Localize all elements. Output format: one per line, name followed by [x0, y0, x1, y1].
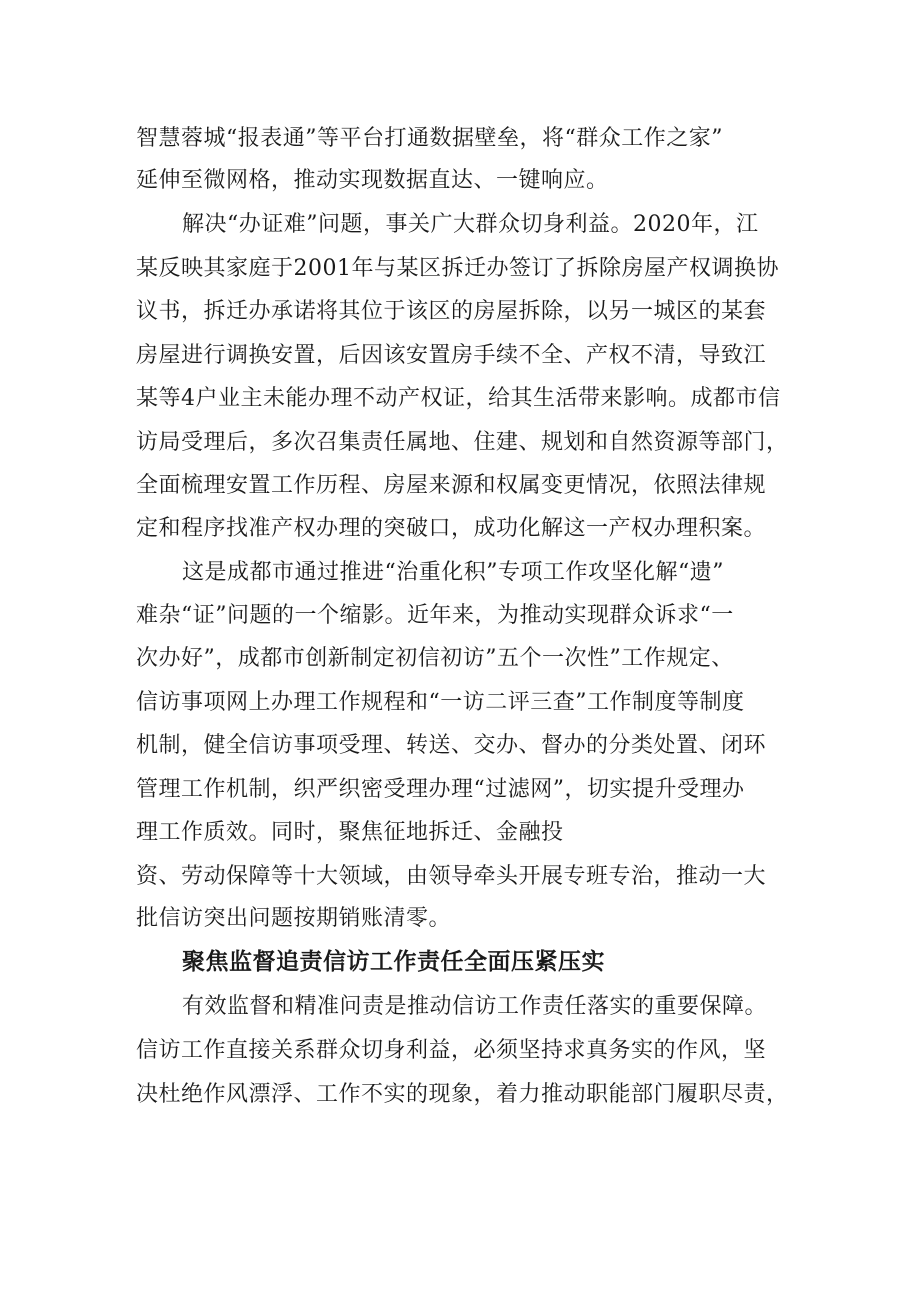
section-heading: 聚焦监督追责信访工作责任全面压紧压实 — [182, 949, 605, 975]
paragraph-2-line-7: 全面梳理安置工作历程、房屋来源和权属变更情况，依照法律规 — [136, 473, 767, 498]
paragraph-2-line-4: 房屋进行调换安置，后因该安置房手续不全、产权不清，导致江 — [136, 343, 767, 368]
paragraph-1-line-1: 智慧蓉城“报表通”等平台打通数据壁垒，将“群众工作之家” — [136, 126, 723, 151]
paragraph-2-line-8: 定和程序找准产权办理的突破口，成功化解这一产权办理积案。 — [136, 516, 767, 541]
paragraph-2-line-2: 某反映其家庭于2001年与某区拆迁办签订了拆除房屋产权调换协 — [136, 256, 779, 281]
paragraph-3-line-3: 次办好”，成都市创新制定初信初访”五个一次性”工作规定、 — [136, 646, 734, 671]
paragraph-3-line-8: 资、劳动保障等十大领域，由领导牵头开展专班专治，推动一大 — [136, 864, 767, 889]
paragraph-1-line-2: 延伸至微网格，推动实现数据直达、一键响应。 — [136, 168, 609, 193]
paragraph-4-line-3: 决杜绝作风漂浮、工作不实的现象，着力推动职能部门履职尽责， — [136, 1082, 789, 1107]
paragraph-3-line-9: 批信访突出问题按期销账清零。 — [136, 906, 452, 931]
paragraph-3-line-5: 机制，健全信访事项受理、转送、交办、督办的分类处置、闭环 — [136, 733, 767, 758]
paragraph-2-line-1: 解决“办证难”问题，事关广大群众切身利益。2020年，江 — [182, 212, 759, 237]
paragraph-3-line-1: 这是成都市通过推进“治重化积”专项工作攻坚化解“遗” — [182, 560, 724, 585]
paragraph-3-line-4: 信访事项网上办理工作规程和“一访二评三查”工作制度等制度 — [136, 690, 745, 715]
paragraph-2-line-6: 访局受理后，多次召集责任属地、住建、规划和自然资源等部门， — [136, 430, 789, 455]
paragraph-3-line-2: 难杂“证”问题的一个缩影。近年来，为推动实现群众诉求“一 — [136, 603, 734, 628]
paragraph-3-line-7: 理工作质效。同时，聚焦征地拆迁、金融投 — [136, 820, 564, 845]
paragraph-4-line-1: 有效监督和精准问责是推动信访工作责任落实的重要保障。 — [182, 994, 768, 1019]
paragraph-2-line-3: 议书，拆迁办承诺将其位于该区的房屋拆除，以另一城区的某套 — [136, 299, 767, 324]
paragraph-4-line-2: 信访工作直接关系群众切身利益，必须坚持求真务实的作风，坚 — [136, 1038, 767, 1063]
paragraph-3-line-6: 管理工作机制，织严织密受理办理“过滤网”，切实提升受理办 — [136, 777, 745, 802]
paragraph-2-line-5: 某等4户业主未能办理不动产权证，给其生活带来影响。成都市信 — [136, 386, 781, 411]
